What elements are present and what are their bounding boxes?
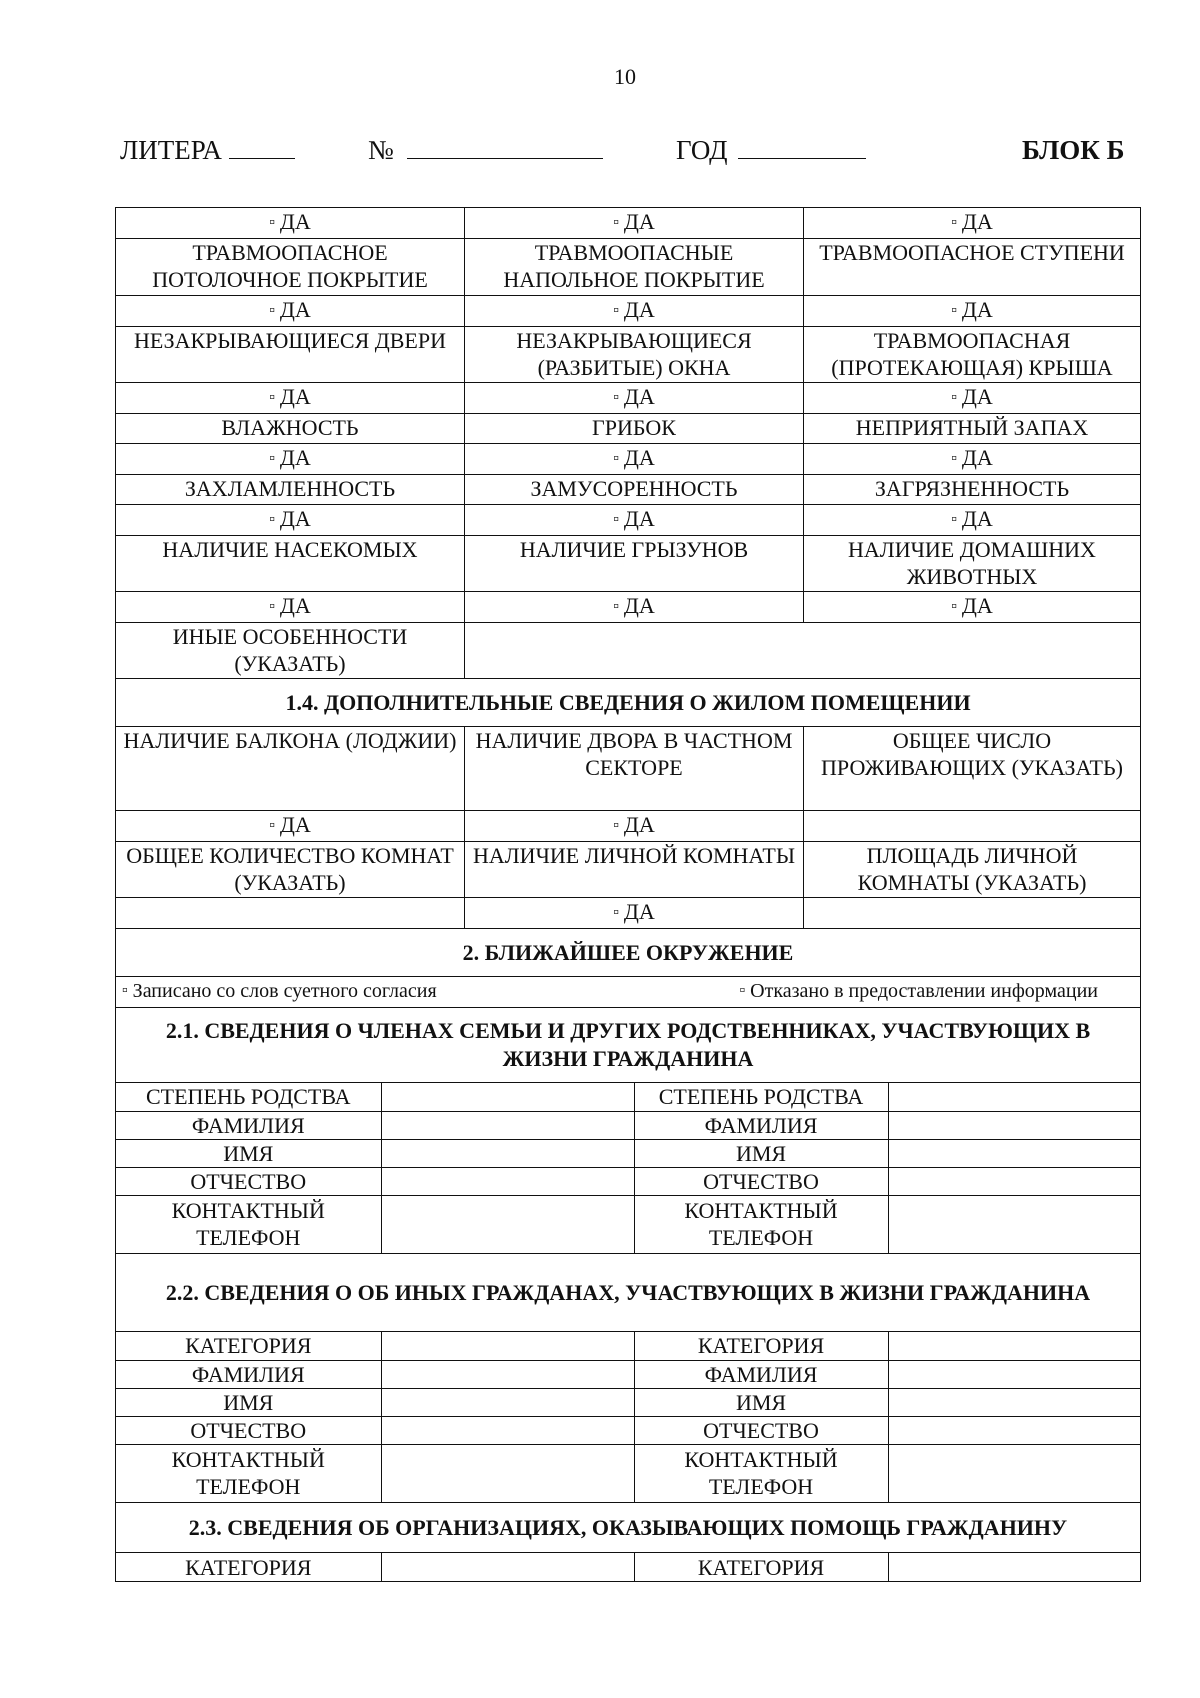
litera-blank[interactable] <box>229 158 295 159</box>
checkbox-icon[interactable]: ▫ <box>613 214 619 231</box>
yes-checkbox[interactable]: ▫ ДА <box>465 383 804 414</box>
checkbox-row <box>116 592 1141 623</box>
feature-label: НЕЗАКРЫВАЮЩИЕСЯ (РАЗБИТЫЕ) ОКНА <box>465 327 804 383</box>
feature-label: ОБЩЕЕ ЧИСЛО ПРОЖИВАЮЩИХ (УКАЗАТЬ) <box>804 727 1141 811</box>
yes-checkbox[interactable]: ▫ ДА <box>804 444 1141 475</box>
checkbox-icon[interactable]: ▫ <box>613 302 619 319</box>
yes-checkbox[interactable]: ▫ ДА <box>465 444 804 475</box>
field-input[interactable] <box>381 1332 634 1360</box>
feature-label: ТРАВМООПАСНАЯ (ПРОТЕКАЮЩАЯ) КРЫША <box>804 327 1141 383</box>
feature-row <box>116 239 1141 296</box>
number-field[interactable] <box>368 135 603 166</box>
checkbox-row <box>116 296 1141 327</box>
yes-checkbox[interactable]: ▫ ДА <box>116 505 465 536</box>
page-number: 10 <box>614 64 636 89</box>
year-label: ГОД <box>676 135 728 165</box>
section-header-row <box>116 1503 1141 1553</box>
checkbox-icon[interactable]: ▫ <box>613 817 619 834</box>
feature-label: НЕПРИЯТНЫЙ ЗАПАХ <box>804 414 1141 444</box>
feature-label: НАЛИЧИЕ ГРЫЗУНОВ <box>465 536 804 592</box>
checkbox-icon[interactable]: ▫ <box>122 982 128 999</box>
relatives-table <box>116 1083 1141 1253</box>
feature-label: ТРАВМООПАСНЫЕ НАПОЛЬНОЕ ПОКРЫТИЕ <box>465 239 804 296</box>
field-label: ИМЯ <box>634 1388 888 1416</box>
field-input[interactable] <box>888 1553 1141 1581</box>
form-table <box>115 207 1141 1582</box>
yes-checkbox[interactable]: ▫ ДА <box>116 444 465 475</box>
litera-field[interactable] <box>120 135 295 166</box>
field-input[interactable] <box>888 1388 1141 1416</box>
field-label: ОТЧЕСТВО <box>116 1416 381 1444</box>
field-label: ФАМИЛИЯ <box>634 1111 888 1139</box>
feature-row <box>116 536 1141 592</box>
section-2-3-title: 2.3. СВЕДЕНИЯ ОБ ОРГАНИЗАЦИЯХ, ОКАЗЫВАЮЩИХ ПОМОЩЬ ГРАЖДАНИНУ <box>116 1503 1141 1553</box>
field-input[interactable] <box>888 1360 1141 1388</box>
yes-checkbox[interactable]: ▫ ДА <box>804 383 1141 414</box>
field-label: СТЕПЕНЬ РОДСТВА <box>116 1083 381 1111</box>
section-header-row <box>116 1254 1141 1332</box>
feature-label: ВЛАЖНОСТЬ <box>116 414 465 444</box>
yes-checkbox[interactable]: ▫ ДА <box>804 592 1141 623</box>
field-label: ОТЧЕСТВО <box>634 1416 888 1444</box>
field-input[interactable] <box>381 1139 634 1167</box>
checkbox-icon[interactable]: ▫ <box>951 598 957 615</box>
feature-label: ЗАХЛАМЛЕННОСТЬ <box>116 475 465 505</box>
checkbox-icon[interactable]: ▫ <box>269 214 275 231</box>
field-label: ФАМИЛИЯ <box>116 1111 381 1139</box>
feature-label: НАЛИЧИЕ НАСЕКОМЫХ <box>116 536 465 592</box>
room-area-input[interactable] <box>804 898 1141 929</box>
field-label: ИМЯ <box>116 1388 381 1416</box>
checkbox-icon[interactable]: ▫ <box>269 450 275 467</box>
feature-label: ТРАВМООПАСНОЕ ПОТОЛОЧНОЕ ПОКРЫТИЕ <box>116 239 465 296</box>
feature-row <box>116 414 1141 444</box>
feature-label: НАЛИЧИЕ БАЛКОНА (ЛОДЖИИ) <box>116 727 465 811</box>
field-input[interactable] <box>381 1195 634 1253</box>
checkbox-icon[interactable]: ▫ <box>951 511 957 528</box>
feature-row <box>116 475 1141 505</box>
field-input[interactable] <box>888 1332 1141 1360</box>
feature-label: НАЛИЧИЕ ДОМАШНИХ ЖИВОТНЫХ <box>804 536 1141 592</box>
field-input[interactable] <box>381 1111 634 1139</box>
year-field[interactable] <box>676 135 866 166</box>
field-input[interactable] <box>888 1111 1141 1139</box>
other-features-row <box>116 623 1141 679</box>
field-input[interactable] <box>381 1416 634 1444</box>
residents-count-input[interactable] <box>804 811 1141 842</box>
yes-checkbox[interactable]: ▫ ДА <box>465 296 804 327</box>
field-label: КОНТАКТНЫЙ ТЕЛЕФОН <box>634 1444 888 1502</box>
field-label: КАТЕГОРИЯ <box>116 1553 381 1581</box>
field-input[interactable] <box>381 1083 634 1111</box>
field-input[interactable] <box>888 1167 1141 1195</box>
checkbox-icon[interactable]: ▫ <box>739 982 746 999</box>
refusal-checkbox[interactable]: ▫ Отказано в предоставлении информации <box>739 980 1098 1002</box>
field-input[interactable] <box>381 1360 634 1388</box>
consent-checkbox[interactable]: ▫ Записано со слов суетного согласия <box>122 980 437 1002</box>
feature-label: ТРАВМООПАСНОЕ СТУПЕНИ <box>804 239 1141 296</box>
feature-row <box>116 327 1141 383</box>
section-header-row <box>116 1008 1141 1083</box>
room-count-input[interactable] <box>116 898 465 929</box>
feature-row <box>116 727 1141 811</box>
checkbox-icon[interactable]: ▫ <box>951 302 957 319</box>
other-citizens-table <box>116 1332 1141 1502</box>
field-input[interactable] <box>381 1167 634 1195</box>
other-citizens-row <box>116 1332 1141 1503</box>
field-input[interactable] <box>888 1416 1141 1444</box>
section-header-row <box>116 929 1141 977</box>
organizations-row <box>116 1553 1141 1582</box>
checkbox-row <box>116 811 1141 842</box>
checkbox-icon[interactable]: ▫ <box>269 511 275 528</box>
year-blank[interactable] <box>738 158 866 159</box>
block-label: БЛОК Б <box>1022 135 1125 165</box>
relatives-row <box>116 1083 1141 1254</box>
yes-checkbox[interactable]: ▫ ДА <box>465 208 804 239</box>
feature-label: ГРИБОК <box>465 414 804 444</box>
feature-label: ПЛОЩАДЬ ЛИЧНОЙ КОМНАТЫ (УКАЗАТЬ) <box>804 842 1141 898</box>
litera-label: ЛИТЕРА <box>120 135 222 165</box>
yes-checkbox[interactable]: ▫ ДА <box>116 592 465 623</box>
field-label: КОНТАКТНЫЙ ТЕЛЕФОН <box>634 1195 888 1253</box>
section-2-title: 2. БЛИЖАЙШЕЕ ОКРУЖЕНИЕ <box>116 929 1141 977</box>
field-input[interactable] <box>381 1388 634 1416</box>
field-input[interactable] <box>888 1195 1141 1253</box>
checkbox-row <box>116 208 1141 239</box>
field-label: ФАМИЛИЯ <box>634 1360 888 1388</box>
section-2-2-title: 2.2. СВЕДЕНИЯ О ОБ ИНЫХ ГРАЖДАНАХ, УЧАСТВУЮЩИХ В ЖИЗНИ ГРАЖДАНИНА <box>116 1254 1141 1332</box>
other-features-input[interactable] <box>465 623 1141 679</box>
other-features-label: ИНЫЕ ОСОБЕННОСТИ (УКАЗАТЬ) <box>116 623 465 679</box>
checkbox-row <box>116 383 1141 414</box>
checkbox-icon[interactable]: ▫ <box>613 389 619 406</box>
checkbox-row <box>116 898 1141 929</box>
yes-checkbox[interactable]: ▫ ДА <box>116 811 465 842</box>
field-label: ОТЧЕСТВО <box>634 1167 888 1195</box>
checkbox-row <box>116 444 1141 475</box>
number-blank[interactable] <box>407 158 603 159</box>
yes-checkbox[interactable]: ▫ ДА <box>465 592 804 623</box>
checkbox-icon[interactable]: ▫ <box>951 214 957 231</box>
field-input[interactable] <box>381 1444 634 1502</box>
feature-label: ЗАГРЯЗНЕННОСТЬ <box>804 475 1141 505</box>
checkbox-icon[interactable]: ▫ <box>269 598 275 615</box>
feature-label: ЗАМУСОРЕННОСТЬ <box>465 475 804 505</box>
section-2-1-title: 2.1. СВЕДЕНИЯ О ЧЛЕНАХ СЕМЬИ И ДРУГИХ РОДСТВЕННИКАХ, УЧАСТВУЮЩИХ В ЖИЗНИ ГРАЖДАНИНА <box>116 1008 1141 1083</box>
field-label: ИМЯ <box>116 1139 381 1167</box>
yes-checkbox[interactable]: ▫ ДА <box>465 811 804 842</box>
section-header-row <box>116 679 1141 727</box>
yes-checkbox[interactable]: ▫ ДА <box>465 505 804 536</box>
field-input[interactable] <box>381 1553 634 1581</box>
feature-row <box>116 842 1141 898</box>
feature-label: НАЛИЧИЕ ДВОРА В ЧАСТНОМ СЕКТОРЕ <box>465 727 804 811</box>
checkbox-icon[interactable]: ▫ <box>613 904 619 921</box>
field-input[interactable] <box>888 1139 1141 1167</box>
yes-checkbox[interactable]: ▫ ДА <box>465 898 804 929</box>
field-label: КОНТАКТНЫЙ ТЕЛЕФОН <box>116 1195 381 1253</box>
checkbox-row <box>116 505 1141 536</box>
field-label: КОНТАКТНЫЙ ТЕЛЕФОН <box>116 1444 381 1502</box>
checkbox-icon[interactable]: ▫ <box>613 450 619 467</box>
yes-checkbox[interactable]: ▫ ДА <box>804 296 1141 327</box>
checkbox-icon[interactable]: ▫ <box>269 389 275 406</box>
field-input[interactable] <box>888 1444 1141 1502</box>
field-label: КАТЕГОРИЯ <box>634 1553 888 1581</box>
number-label: № <box>368 135 394 165</box>
organizations-table <box>116 1553 1141 1581</box>
feature-label: НАЛИЧИЕ ЛИЧНОЙ КОМНАТЫ <box>465 842 804 898</box>
field-label: КАТЕГОРИЯ <box>116 1332 381 1360</box>
field-label: ОТЧЕСТВО <box>116 1167 381 1195</box>
feature-label: ОБЩЕЕ КОЛИЧЕСТВО КОМНАТ (УКАЗАТЬ) <box>116 842 465 898</box>
field-label: КАТЕГОРИЯ <box>634 1332 888 1360</box>
checkbox-icon[interactable]: ▫ <box>613 511 619 528</box>
yes-checkbox[interactable]: ▫ ДА <box>804 505 1141 536</box>
yes-checkbox[interactable]: ▫ ДА <box>804 208 1141 239</box>
consent-row <box>116 977 1141 1008</box>
field-label: ФАМИЛИЯ <box>116 1360 381 1388</box>
feature-label: НЕЗАКРЫВАЮЩИЕСЯ ДВЕРИ <box>116 327 465 383</box>
checkbox-icon[interactable]: ▫ <box>269 302 275 319</box>
section-1-4-title: 1.4. ДОПОЛНИТЕЛЬНЫЕ СВЕДЕНИЯ О ЖИЛОМ ПОМЕЩЕНИИ <box>116 679 1141 727</box>
checkbox-icon[interactable]: ▫ <box>269 817 275 834</box>
field-label: ИМЯ <box>634 1139 888 1167</box>
yes-checkbox[interactable]: ▫ ДА <box>116 383 465 414</box>
field-input[interactable] <box>888 1083 1141 1111</box>
checkbox-icon[interactable]: ▫ <box>951 389 957 406</box>
checkbox-icon[interactable]: ▫ <box>951 450 957 467</box>
field-label: СТЕПЕНЬ РОДСТВА <box>634 1083 888 1111</box>
yes-checkbox[interactable]: ▫ ДА <box>116 296 465 327</box>
checkbox-icon[interactable]: ▫ <box>613 598 619 615</box>
yes-checkbox[interactable]: ▫ ДА <box>116 208 465 239</box>
